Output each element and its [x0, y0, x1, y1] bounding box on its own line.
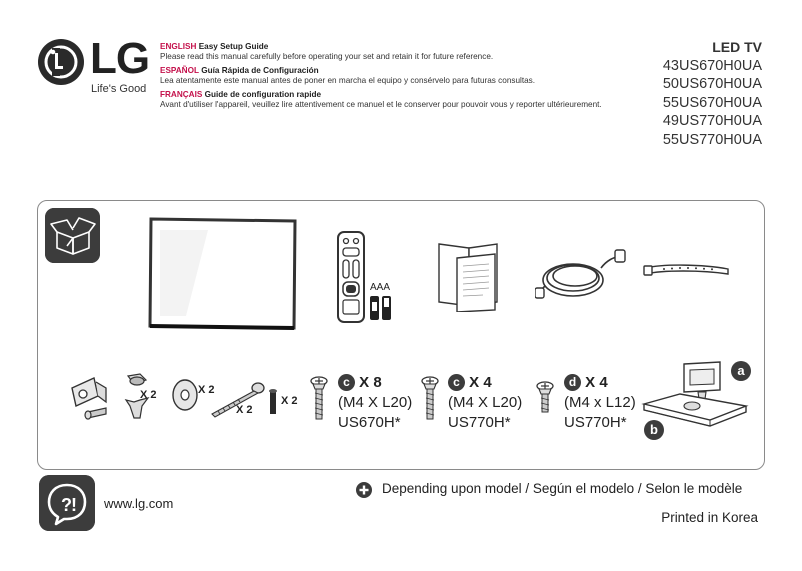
washer-icon [170, 378, 200, 412]
guide-spanish [160, 66, 630, 87]
brand-logo-text: LG [90, 34, 150, 83]
website-link[interactable]: www.lg.com [104, 496, 174, 511]
screw-qty: X 4 [585, 374, 608, 391]
short-screw-icon [535, 380, 555, 416]
spacer-icon [266, 388, 280, 416]
model-dependency-note: Depending upon model / Según el modelo / Selon le modèle [382, 481, 743, 496]
package-box-icon [45, 208, 100, 263]
power-cord-icon [535, 246, 627, 304]
guide-lang: FRANÇAIS [160, 89, 203, 99]
guide-title: Guide de configuration rapide [204, 89, 322, 99]
screw-model: US670H* [338, 414, 401, 431]
model-number: 50US670H0UA [662, 76, 762, 92]
guide-title: Easy Setup Guide [198, 42, 269, 51]
screw-spec: (M4 X L20) [448, 394, 523, 411]
cable-tie-icon [642, 260, 732, 280]
stand-part-b-badge: b [644, 420, 664, 440]
battery-icon [368, 294, 394, 322]
screw-spec: (M4 X L20) [338, 394, 413, 411]
bracket-nut-qty: X 2 [140, 389, 157, 401]
screw-model: US770H* [564, 414, 627, 431]
screw-qty: X 4 [469, 374, 492, 391]
lg-logo-icon [38, 39, 84, 85]
spacer-qty: X 2 [281, 395, 298, 407]
washer-qty: X 2 [198, 384, 215, 396]
battery-label: AAA [370, 282, 391, 293]
stand-part-a-badge: a [731, 361, 751, 381]
model-number: 43US670H0UA [662, 57, 762, 74]
screw-letter-badge: c [448, 374, 465, 391]
remote-control-icon [334, 230, 368, 324]
svg-text:!: ! [71, 495, 77, 515]
screw-group-c-770 [448, 373, 522, 433]
guide-intro [160, 42, 630, 113]
product-type: LED TV [712, 39, 762, 55]
guide-french [160, 90, 630, 111]
svg-text:?: ? [61, 495, 72, 515]
guide-text: Lea atentamente este manual antes de poner en marcha el equipo y consérvelo para futuras consultas. [160, 76, 536, 86]
manual-booklet-icon [435, 240, 503, 312]
wall-bracket-icon [66, 372, 120, 422]
screw-letter-badge: c [338, 374, 355, 391]
tv-panel-icon [148, 216, 298, 331]
guide-text: Avant d'utiliser l'appareil, veuillez lire attentivement ce manuel et le conserver pour pouvoir vous y reporter ultérieurement. [160, 100, 602, 110]
screw-model: US770H* [448, 414, 511, 431]
model-list [663, 38, 762, 149]
plus-circle-icon [356, 482, 372, 498]
brand-tagline: Life's Good [91, 83, 147, 95]
help-question-icon[interactable] [39, 475, 95, 531]
guide-lang: ESPAÑOL [160, 65, 199, 75]
screw-qty: X 8 [359, 374, 382, 391]
guide-lang: ENGLISH [160, 42, 197, 51]
screw-letter-badge: d [564, 374, 581, 391]
screw-icon [420, 375, 440, 423]
guide-english [160, 42, 630, 63]
guide-title: Guía Rápida de Configuración [201, 65, 319, 75]
model-number: 55US770H0UA [662, 131, 762, 148]
model-number: 49US770H0UA [662, 113, 762, 129]
printed-in-label: Printed in Korea [661, 510, 758, 525]
model-number: 55US670H0UA [662, 94, 762, 111]
screw-group-d-770 [564, 373, 636, 433]
screw-icon [309, 375, 329, 423]
guide-text: Please read this manual carefully before operating your set and retain it for future reference. [160, 52, 494, 62]
bolt-qty: X 2 [236, 404, 253, 416]
screw-group-c-670 [338, 373, 412, 433]
screw-spec: (M4 x L12) [564, 394, 636, 411]
